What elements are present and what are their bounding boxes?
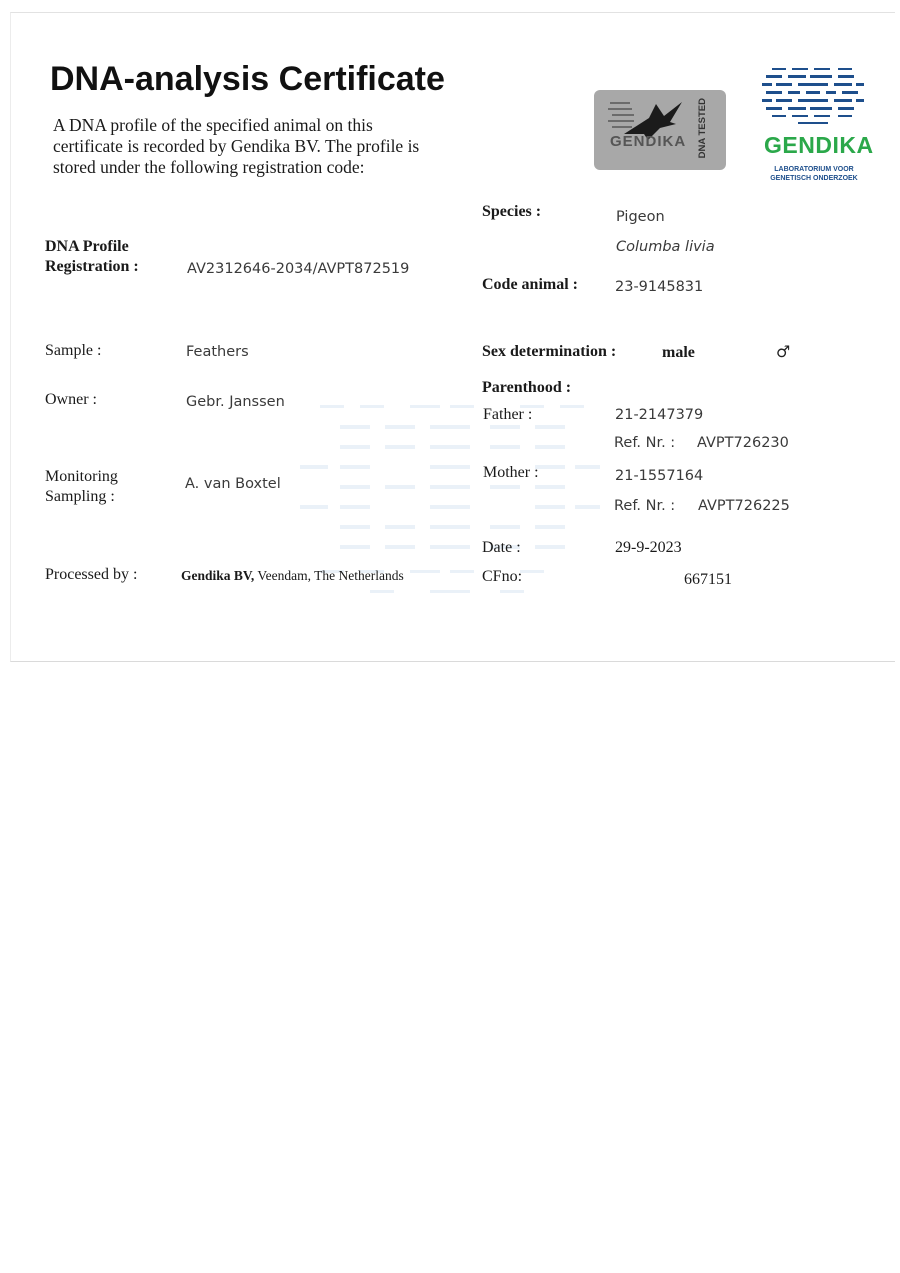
registration-label-2: Registration : (45, 258, 139, 275)
monitoring-label-1: Monitoring (45, 468, 118, 485)
date-label: Date : (482, 539, 521, 556)
code-animal-label: Code animal : (482, 276, 578, 293)
mother-value: 21-1557164 (615, 468, 704, 484)
certificate-title: DNA-analysis Certificate (50, 60, 445, 98)
certificate-intro: A DNA profile of the specified animal on this certificate is recorded by Gendika BV. The profile is stored under the following registration code: (53, 115, 420, 177)
parenthood-label: Parenthood : (482, 379, 572, 396)
sample-label: Sample : (45, 342, 102, 359)
registration-label-1: DNA Profile (45, 238, 129, 255)
gendika-logo-subtitle: LABORATORIUM VOOR GENETISCH ONDERZOEK (770, 166, 858, 182)
species-value: Pigeon (616, 209, 665, 225)
species-label: Species : (482, 203, 542, 220)
processed-label: Processed by : (45, 566, 138, 583)
processed-by-value (181, 568, 404, 584)
monitoring-value: A. van Boxtel (185, 476, 281, 492)
gendika-logo (762, 66, 874, 186)
code-animal-value: 23-9145831 (615, 279, 704, 295)
badge-text: GENDIKA (610, 133, 687, 150)
gendika-logo-icon (762, 66, 864, 128)
male-symbol-icon: ♂ (776, 342, 791, 361)
sample-value: Feathers (186, 344, 249, 360)
cfno-label: CFno: (482, 568, 523, 585)
mother-ref-label: Ref. Nr. : (614, 498, 676, 514)
father-ref-value: AVPT726230 (697, 435, 789, 451)
owner-label: Owner : (45, 391, 97, 408)
monitoring-label-2: Sampling : (45, 488, 115, 505)
owner-value: Gebr. Janssen (186, 394, 285, 410)
father-ref-label: Ref. Nr. : (614, 435, 676, 451)
badge-vertical-text: DNA TESTED (697, 98, 708, 159)
mother-ref-value: AVPT726225 (698, 498, 790, 514)
dna-tested-badge (594, 90, 726, 170)
sex-value: male (662, 344, 695, 361)
date-value: 29-9-2023 (615, 539, 682, 556)
processed-company: Gendika BV, (181, 568, 255, 583)
gendika-logo-name: GENDIKA (764, 132, 874, 158)
processed-location: Veendam, The Netherlands (254, 568, 404, 583)
father-value: 21-2147379 (615, 407, 704, 423)
mother-label: Mother : (483, 464, 539, 481)
registration-value: AV2312646-2034/AVPT872519 (187, 261, 410, 277)
father-label: Father : (483, 406, 533, 423)
species-latin: Columba livia (616, 239, 715, 255)
sex-label: Sex determination : (482, 343, 617, 360)
cfno-value: 667151 (684, 571, 732, 588)
